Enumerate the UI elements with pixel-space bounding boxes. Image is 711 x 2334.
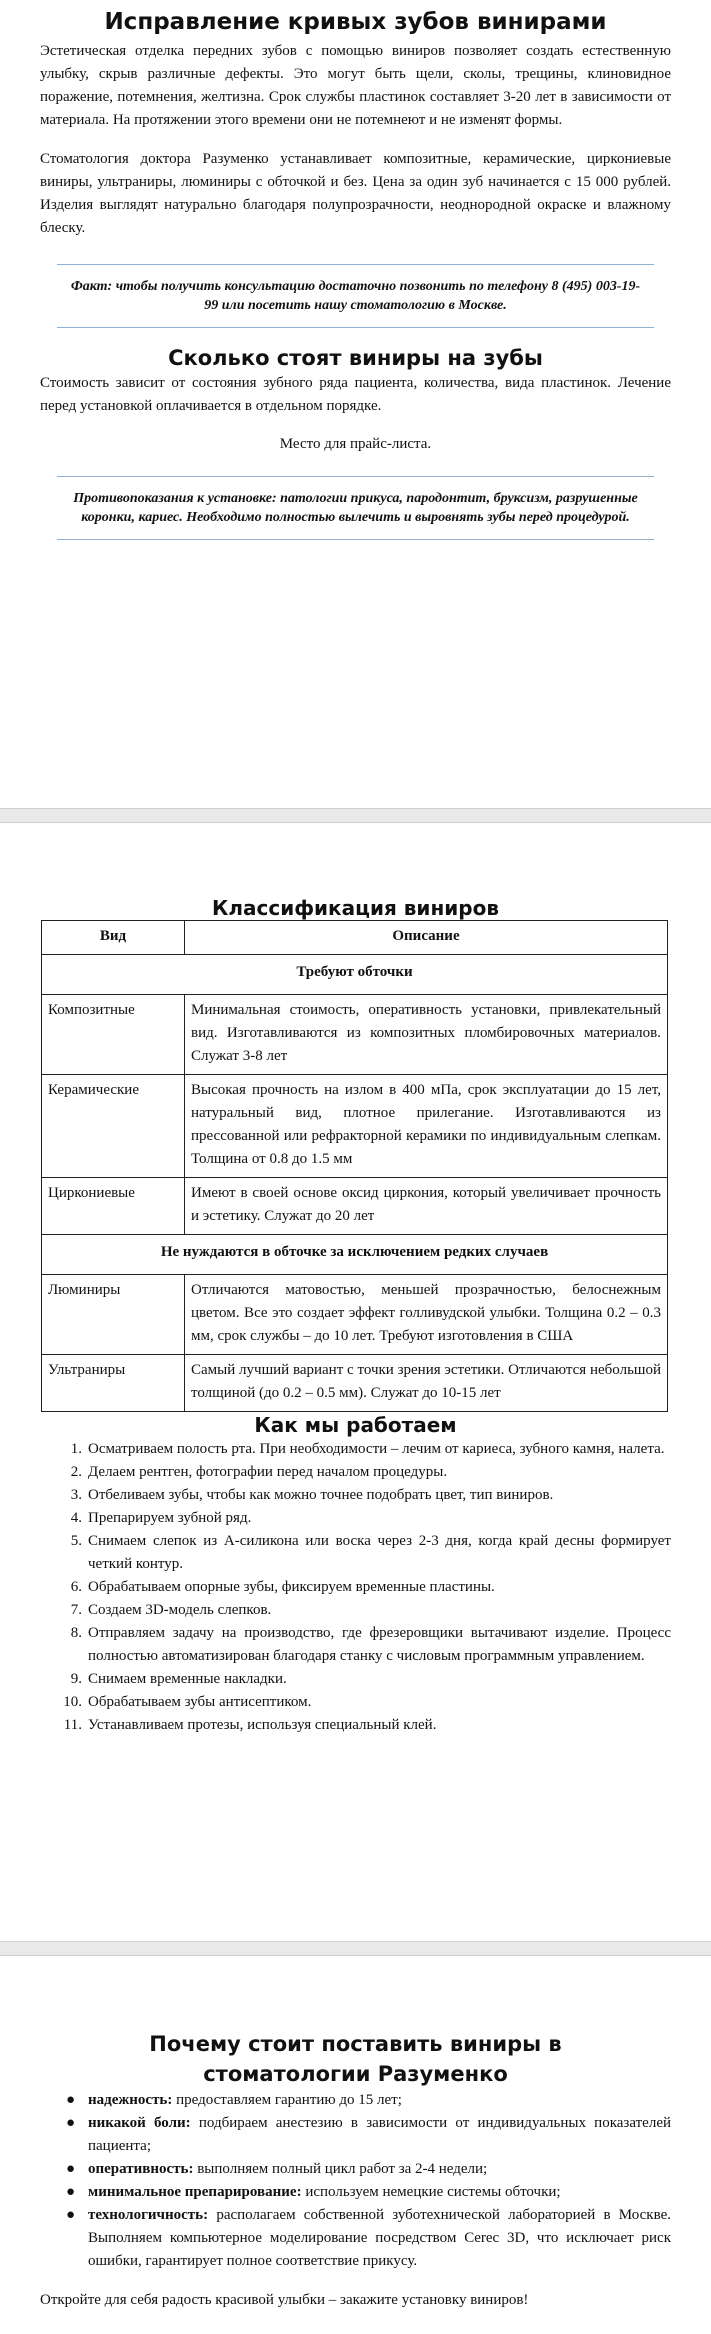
page-separator (0, 1941, 711, 1956)
step-text: Снимаем временные накладки. (88, 1671, 287, 1687)
step-number: 5. (70, 1533, 82, 1549)
fact-text: Факт: чтобы получить консультацию достаточно позвонить по телефону 8 (495) 003-19-99 или посетить нашу стоматологию в Москве. (70, 279, 641, 313)
veneer-description: Имеют в своей основе оксид циркония, который увеличивает прочность и эстетику. Служат до 20 лет (185, 1178, 668, 1235)
step-number: 3. (70, 1487, 82, 1503)
document-page-1 (0, 0, 711, 808)
table-section-row (42, 955, 668, 995)
document-page-3 (0, 1956, 711, 2334)
benefit-term: оперативность: (88, 2161, 194, 2177)
step-number: 11. (63, 1717, 82, 1733)
benefit-text: подбираем анестезию в зависимости от индивидуальных показателей пациента; (88, 2115, 671, 2154)
benefit-term: надежность: (88, 2092, 173, 2108)
step-number: 6. (70, 1579, 82, 1595)
veneer-type: Ультраниры (42, 1355, 185, 1412)
how-we-work-heading: Как мы работаем (254, 1413, 457, 1437)
price-heading: Сколько стоят виниры на зубы (168, 346, 543, 370)
page-title: Исправление кривых зубов винирами (104, 9, 607, 35)
step-text: Снимаем слепок из А-силикона или воска через 2-3 дня, когда край десны формирует четкий контур. (88, 1533, 671, 1572)
step-number: 1. (70, 1441, 82, 1457)
fact-callout (57, 264, 654, 328)
veneer-type: Циркониевые (42, 1178, 185, 1235)
table-row (42, 1355, 668, 1412)
list-item (40, 1714, 671, 1737)
step-text: Обрабатываем опорные зубы, фиксируем временные пластины. (88, 1579, 495, 1595)
benefits-list (40, 2089, 671, 2273)
bullet-icon: ● (66, 2207, 76, 2223)
list-item (40, 1530, 671, 1576)
benefit-term: минимальное препарирование: (88, 2184, 302, 2200)
price-paragraph: Стоимость зависит от состояния зубного ряда пациента, количества, вида пластинок. Лечение перед установкой оплачивается в отдельном порядке. (40, 375, 671, 414)
closing-call-to-action: Откройте для себя радость красивой улыбки – закажите установку виниров! (40, 2292, 529, 2308)
contraindications-text: Противопоказания к установке: патологии прикуса, пародонтит, бруксизм, разрушенные коронки, кариес. Необходимо полностью вылечить и выровнять зубы перед процедурой. (73, 491, 638, 525)
veneer-type: Люминиры (42, 1275, 185, 1355)
step-text: Создаем 3D-модель слепков. (88, 1602, 272, 1618)
column-header-description: Описание (185, 921, 668, 955)
veneer-description: Отличаются матовостью, меньшей прозрачностью, белоснежным цветом. Все это создает эффект голливудской улыбки. Толщина 0.2 – 0.3 мм, срок службы – до 10 лет. Требуют изготовления в США (185, 1275, 668, 1355)
list-item (40, 2181, 671, 2204)
step-text: Осматриваем полость рта. При необходимости – лечим от кариеса, зубного камня, налета. (88, 1441, 665, 1457)
veneer-description: Минимальная стоимость, оперативность установки, привлекательный вид. Изготавливаются из композитных пломбировочных материалов. Служат 3-8 лет (185, 995, 668, 1075)
veneer-description: Высокая прочность на излом в 400 мПа, срок эксплуатации до 15 лет, натуральный вид, плотное прилегание. Изготавливаются из прессованной или рефракторной керамики по индивидуальным слепкам. Толщина от 0.8 до 1.5 мм (185, 1075, 668, 1178)
table-header-row (42, 921, 668, 955)
step-number: 7. (70, 1602, 82, 1618)
benefit-term: технологичность: (88, 2207, 209, 2223)
list-item (40, 2112, 671, 2158)
table-row (42, 1075, 668, 1178)
benefit-text: используем немецкие системы обточки; (301, 2184, 561, 2200)
step-text: Обрабатываем зубы антисептиком. (88, 1694, 312, 1710)
veneers-table (41, 920, 668, 1412)
step-text: Отбеливаем зубы, чтобы как можно точнее подобрать цвет, тип виниров. (88, 1487, 554, 1503)
veneer-type: Композитные (42, 995, 185, 1075)
step-number: 2. (70, 1464, 82, 1480)
intro-paragraph: Эстетическая отделка передних зубов с помощью виниров позволяет создать естественную улыбку, скрыв различные дефекты. Это могут быть щели, сколы, трещины, клиновидное поражение, потемнения, желтизна. Срок службы пластинок составляет 3-20 лет в зависимости от материала. На протяжении этого времени они не потемнеют и не изменят формы. (40, 43, 671, 128)
list-item (40, 2204, 671, 2273)
list-item (40, 1507, 671, 1530)
bullet-icon: ● (66, 2115, 76, 2131)
step-number: 8. (70, 1625, 82, 1641)
bullet-icon: ● (66, 2161, 76, 2177)
column-header-type: Вид (42, 921, 185, 955)
bullet-icon: ● (66, 2184, 76, 2200)
why-us-heading: Почему стоит поставить виниры в стоматологии Разуменко (149, 2032, 562, 2086)
list-item (40, 1484, 671, 1507)
table-row (42, 995, 668, 1075)
list-item (40, 1599, 671, 1622)
step-text: Делаем рентген, фотографии перед началом процедуры. (88, 1464, 448, 1480)
table-title: Классификация виниров (211, 896, 499, 920)
price-list-placeholder: Место для прайс-листа. (279, 436, 432, 452)
benefit-text: предоставляем гарантию до 15 лет; (172, 2092, 402, 2108)
step-number: 9. (70, 1671, 82, 1687)
list-item (40, 1691, 671, 1714)
benefit-text: выполняем полный цикл работ за 2-4 недели; (193, 2161, 488, 2177)
list-item (40, 1576, 671, 1599)
veneer-type: Керамические (42, 1075, 185, 1178)
table-row (42, 1275, 668, 1355)
step-number: 4. (70, 1510, 82, 1526)
document-page-2 (0, 823, 711, 1941)
list-item (40, 1438, 671, 1461)
step-text: Отправляем задачу на производство, где фрезеровщики вытачивают изделие. Процесс полностью автоматизирован благодаря станку с числовым программным управлением. (88, 1625, 671, 1664)
list-item (40, 1668, 671, 1691)
list-item (40, 1622, 671, 1668)
list-item (40, 2158, 671, 2181)
list-item (40, 1461, 671, 1484)
benefit-text: располагаем собственной зуботехнической лабораторией в Москве. Выполняем компьютерное моделирование посредством Cerec 3D, что исключает риск ошибки, гарантирует полное соответствие прикусу. (88, 2207, 671, 2269)
list-item (40, 2089, 671, 2112)
steps-list (40, 1438, 671, 1737)
table-section-row (42, 1235, 668, 1275)
step-number: 10. (63, 1694, 82, 1710)
page-separator (0, 808, 711, 823)
benefit-term: никакой боли: (88, 2115, 191, 2131)
clinic-paragraph: Стоматология доктора Разуменко устанавливает композитные, керамические, циркониевые виниры, ультраниры, люминиры с обточкой и без. Цена за один зуб начинается с 15 000 рублей. Изделия выглядят натурально благодаря полупрозрачности, неоднородной окраске и влажному блеску. (40, 151, 671, 236)
step-text: Препарируем зубной ряд. (88, 1510, 252, 1526)
contraindications-callout (57, 476, 654, 540)
section-label-prep-required: Требуют обточки (42, 955, 668, 995)
table-row (42, 1178, 668, 1235)
bullet-icon: ● (66, 2092, 76, 2108)
veneer-description: Самый лучший вариант с точки зрения эстетики. Отличаются небольшой толщиной (до 0.2 – 0.5 мм). Служат до 10-15 лет (185, 1355, 668, 1412)
step-text: Устанавливаем протезы, используя специальный клей. (88, 1717, 437, 1733)
section-label-no-prep: Не нуждаются в обточке за исключением редких случаев (42, 1235, 668, 1275)
